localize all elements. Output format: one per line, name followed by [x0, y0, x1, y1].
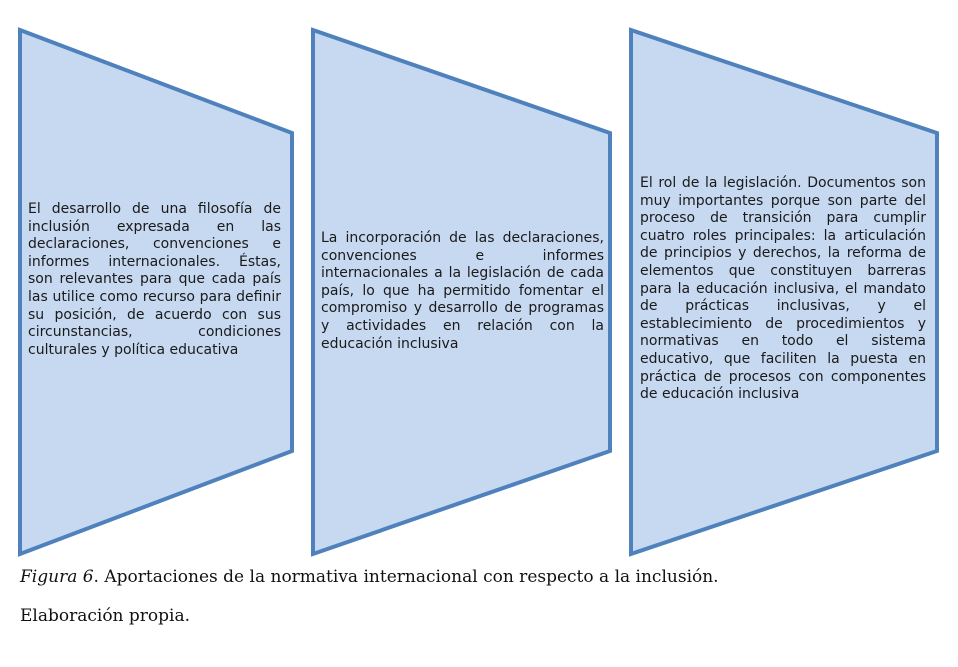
source-note: Elaboración propia.	[20, 606, 191, 626]
caption-text: . Aportaciones de la normativa internacional con respecto a la inclusión.	[93, 567, 719, 587]
panel-1-text: El desarrollo de una filosofía de inclusión expresada en las declaraciones, convenciones e informes internacionales. Éstas, son relevantes para que cada país las utilice como recurso para definir su posición, de acuerdo con sus circunstancias, condiciones culturales y política educativa	[28, 201, 281, 358]
figure-caption	[20, 567, 719, 587]
figure-label: Figura 6	[20, 567, 94, 587]
panel-3-text: El rol de la legislación. Documentos son muy importantes porque son parte del proceso de transición para cumplir cuatro roles principales: la articulación de principios y derechos, la reforma de elementos que constituyen barreras para la educación inclusiva, el mandato de prácticas inclusivas, y el establecimiento de procedimientos y normativas en todo el sistema educativo, que faciliten la puesta en práctica de procesos con componentes de educación inclusiva	[640, 175, 926, 403]
panel-2-text: La incorporación de las declaraciones, convenciones e informes internacionales a la legislación de cada país, lo que ha permitido fomentar el compromiso y desarrollo de programas y actividades en relación con la educación inclusiva	[321, 230, 604, 352]
